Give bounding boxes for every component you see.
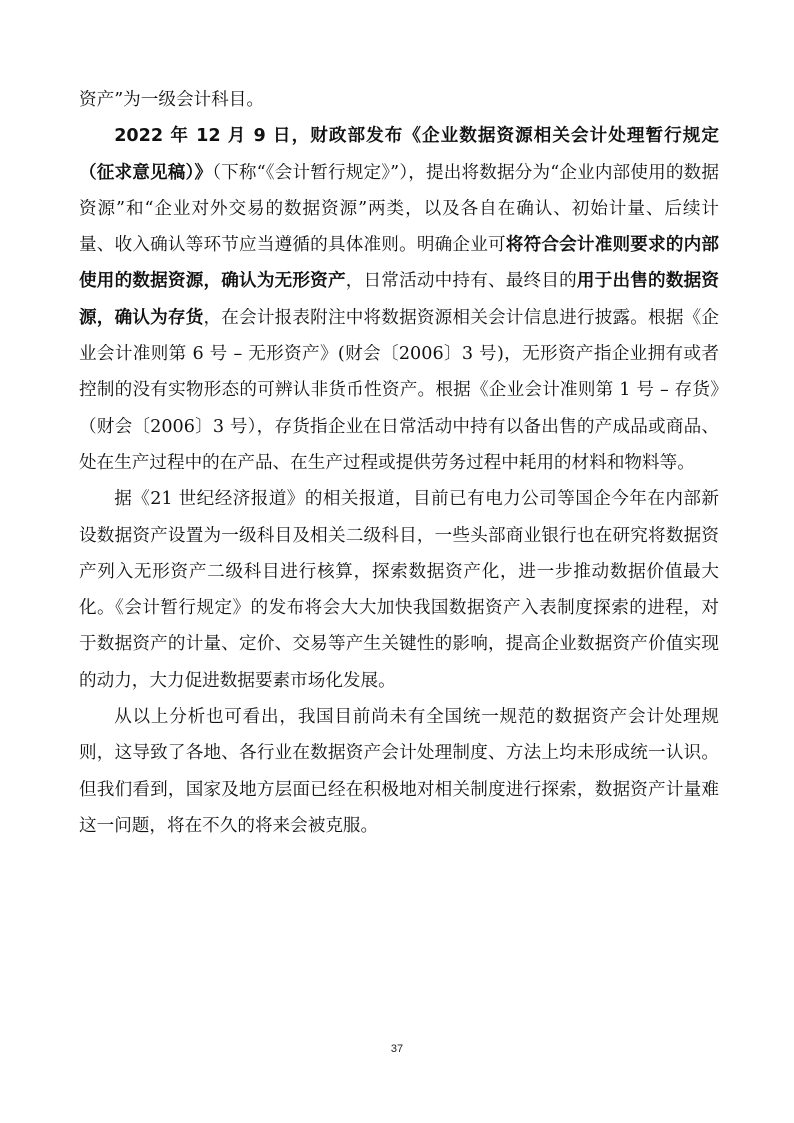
paragraph-conclusion: 从以上分析也可看出，我国目前尚未有全国统一规范的数据资产会计处理规则，这导致了各地、各行业在数据资产会计处理制度、方法上均未形成统一认识。但我们看到，国家及地方层面已经在积极地对相关制度进行探索，数据资产计量难这一问题，将在不久的将来会被克服。 [79, 707, 719, 836]
paragraph-text-segment-1: （下称“《会计暂行规定》”），提出将数据分为“企业内部使用的数据资源”和“企业对外交易的数据资源”两类，以及各自在确认、初始计量、后续计量、收入确认等环节应当遵循的具体准则。明确企业可 [79, 162, 720, 256]
bold-intangible-asset-rule: 将符合会计准则要求的内部使用的数据资源，确认为无形资产 [79, 235, 719, 292]
page-number: 37 [390, 1043, 404, 1055]
bold-inventory-rule: 用于出售的数据资源，确认为存货 [79, 271, 719, 328]
bold-lead-announcement: 2022 年 12 月 9 日，财政部发布《企业数据资源相关会计处理暂行规定（征求意见稿）》 [79, 126, 719, 183]
paragraph-accounting-regulation [79, 118, 719, 481]
paragraph-text-segment-2: ，日常活动中持有、最终目的 [345, 271, 577, 292]
document-page [79, 82, 719, 844]
paragraph-continuation: 资产”为一级会计科目。 [79, 90, 264, 110]
paragraph-news-report: 据《21 世纪经济报道》的相关报道，目前已有电力公司等国企今年在内部新设数据资产设置为一级科目及相关二级科目，一些头部商业银行也在研究将数据资产列入无形资产二级科目进行核算，探索数据资产化，进一步推动数据价值最大化。《会计暂行规定》的发布将会大大加快我国数据资产入表制度探索的进程，对于数据资产的计量、定价、交易等产生关键性的影响，提高企业数据资产价值实现的动力，大力促进数据要素市场化发展。 [79, 489, 719, 691]
paragraph-text-segment-3: ，在会计报表附注中将数据资源相关会计信息进行披露。根据《企业会计准则第 6 号 – 无形资产》(财会〔2006〕3 号)，无形资产指企业拥有或者控制的没有实物形态的可辨认非货币性资产。根据《企业会计准则第 1 号 – 存货》（财会〔2006〕3 号），存货指企业在日常活动中持有以备出售的产成品或商品、处在生产过程中的在产品、在生产过程或提供劳务过程中耗用的材料和物料等。 [79, 307, 719, 473]
